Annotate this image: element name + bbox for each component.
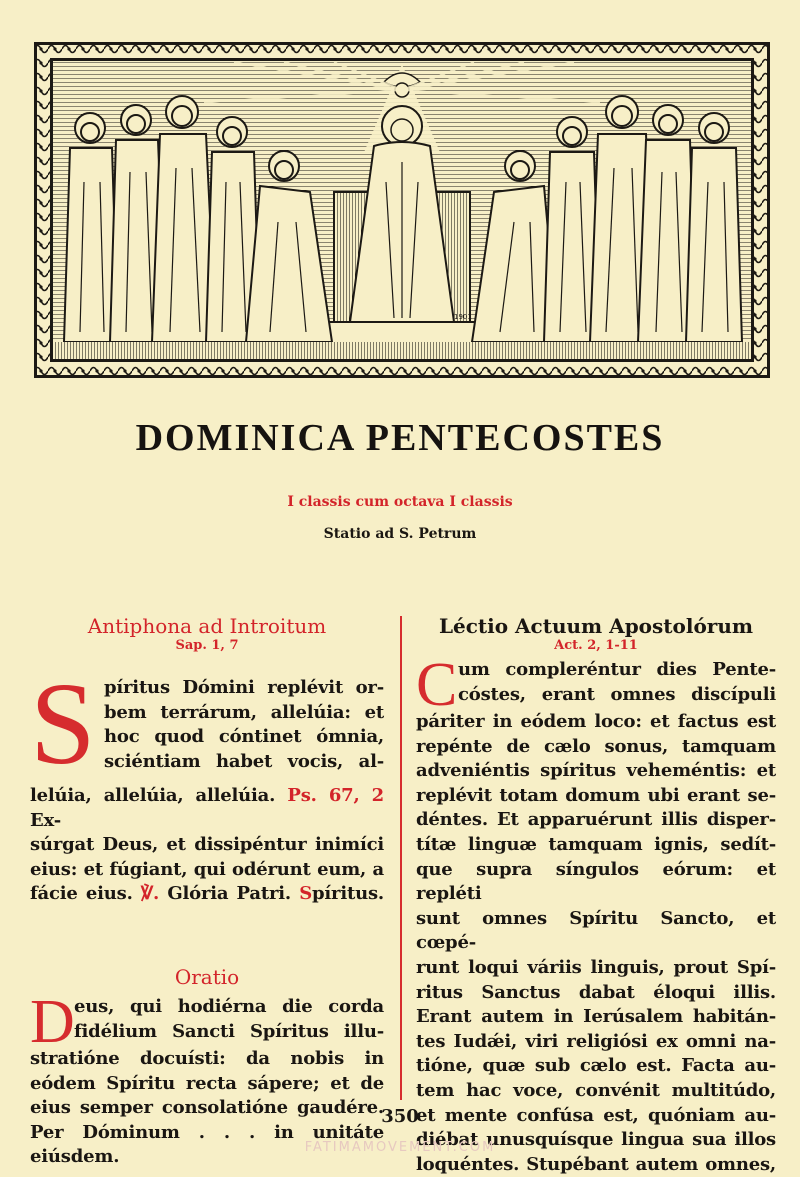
introit-line: eius: et fúgiant, qui odérunt eum, a [30,858,384,880]
collect-line: eius semper consolatióne gaudére. [30,1097,384,1119]
introit-heading: Antiphona ad Introitum [87,614,327,638]
repeat-initial: S [299,883,313,905]
psalm-reference: Ps. 67, 2 [287,785,384,806]
page-number: 350 [381,1106,419,1127]
lesson-line: tes Iudǽi, viri religiósi ex omni na- [416,1030,776,1052]
introit-dropcap: S [30,658,96,789]
lesson-line: títæ linguæ tamquam ignis, sedít- [416,833,776,855]
introit-text [30,658,384,907]
introit-reference: Sap. 1, 7 [175,638,239,653]
lesson-reference: Act. 2, 1-11 [554,638,638,653]
lesson-line: tióne, quæ sub cælo est. Facta au- [416,1055,776,1077]
lesson-line: um compleréntur dies Pente- [458,659,776,680]
lesson-line: sunt omnes Spíritu Sancto, et cœpé- [416,907,776,954]
lesson-line: ritus Sanctus dabat éloqui illis. [416,981,776,1003]
left-column [30,614,384,1170]
column-divider [400,616,402,1100]
lesson-line: adveniéntis spíritus veheméntis: et [416,760,776,782]
lesson-heading: Léctio Actuum Apostolórum [438,614,754,638]
introit-line: fácie eius. ℣. Glória Patri. Spíritus. [30,883,384,905]
lesson-line: que supra síngulos eórum: et repléti [416,858,776,905]
lesson-line: replévit totam domum ubi erant se- [416,784,776,806]
collect-line: eus, qui hodiérna die corda [74,995,384,1017]
collect-line: eódem Spíritu recta sápere; et de [30,1072,384,1094]
introit-line: súrgat Deus, et dissipéntur inimíci [30,834,384,856]
collect-dropcap: D [30,987,75,1056]
watermark: FATIMAMOVEMENT.COM [304,1140,496,1155]
page-title: DOMINICA PENTECOSTES [135,417,665,459]
lesson-line: Erant autem in Ierúsalem habitán- [416,1006,776,1028]
lesson-line: repénte de cælo sonus, tamquam [416,735,776,757]
svg-text:1901: 1901 [454,313,472,321]
lesson-line: tem hac voce, convénit multitúdo, [416,1079,776,1101]
lesson-line: déntes. Et apparuérunt illis disper- [416,809,776,831]
lesson-line: cóstes, erant omnes discípuli [458,683,776,705]
lesson-line: runt loqui váriis linguis, prout Spí- [416,956,776,978]
lesson-dropcap: C [416,651,458,719]
introit-line: lelúia, allelúia, allelúia. Ps. 67, 2 Ex- [30,785,384,831]
introit-line: sciéntiam habet vocis, al- [104,750,384,772]
introit-line: hoc quod cóntinet ómnia, [104,726,384,748]
pentecost-woodcut [34,42,770,378]
liturgical-rank: I classis cum octava I classis [287,494,513,510]
collect-line: Per Dóminum . . . in unitáte eiúsdem. [30,1121,384,1168]
collect-heading: Oratio [174,964,240,989]
lesson-line: loquéntes. Stupébant autem omnes, [416,1153,776,1175]
station-church: Statio ad S. Petrum [323,526,477,542]
introit-line: bem terrárum, allelúia: et [104,701,384,723]
lesson-line: diébat unusquísque lingua sua illos [416,1129,776,1151]
right-column [416,614,776,1177]
collect-line: stratióne docuísti: da nobis in [30,1047,384,1069]
versicle-icon: ℣. [140,883,160,905]
lesson-text [416,651,776,1177]
introit-line: píritus Dómini replévit or- [104,677,384,698]
lesson-line: páriter in eódem loco: et factus est [416,711,776,732]
collect-line: fidélium Sancti Spíritus illu- [74,1020,384,1042]
lesson-line: et mente confúsa est, quóniam au- [416,1104,776,1126]
